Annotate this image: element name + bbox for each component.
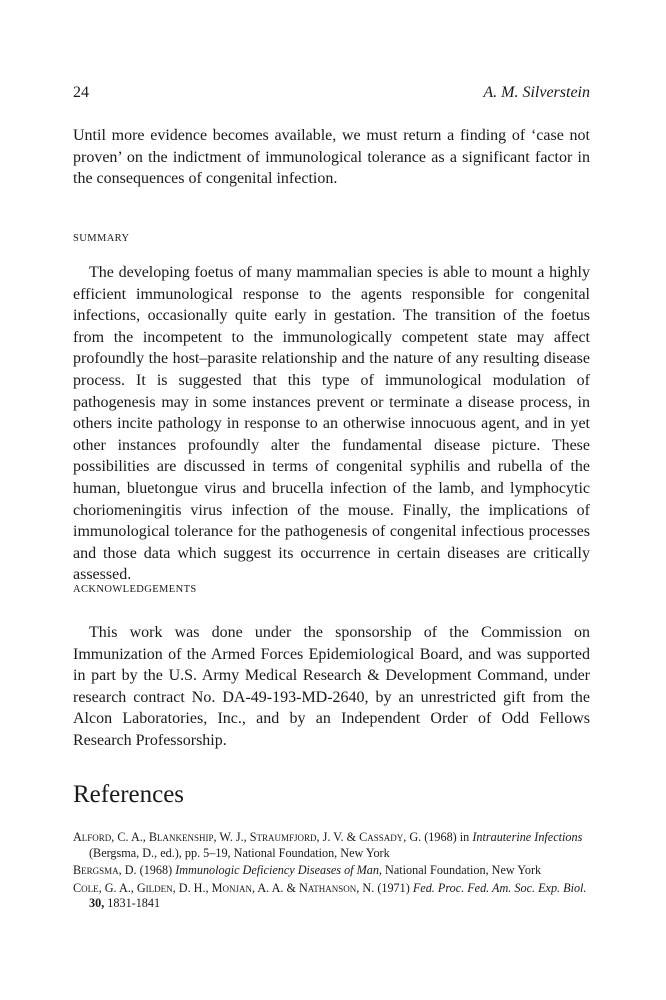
reference-details: National Foundation, New York — [385, 863, 542, 878]
summary-paragraph: The developing foetus of many mammalian species is able to mount a highly efficient immunological response to the agents responsible for congenital infections, occasionally quite early in gestation. The transition of the foetus from the incompetent to the immunologically competent state may affect profoundly the host–parasite relationship and the nature of any resulting disease process. It is suggested that this type of immunological modulation of pathogenesis may in some instances prevent or terminate a disease process, in others incite pathology in response to an otherwise innocuous agent, and in yet other instances profoundly alter the fundamental disease picture. These possibilities are discussed in terms of congenital syphilis and rubella of the human, bluetongue virus and brucella infection of the lamb, and lymphocytic choriomeningitis virus infection of the mouse. Finally, the implications of immunological tolerance for the pathogenesis of congenital infectious processes and those data which suggest its occurrence in certain diseases are critically assessed. — [73, 264, 590, 584]
reference-authors: Bergsma, D. — [73, 863, 137, 878]
acknowledgements-heading: ACKNOWLEDGEMENTS — [73, 584, 197, 595]
reference-journal: Fed. Proc. Fed. Am. Soc. Exp. Biol. — [412, 880, 587, 895]
reference-pages: 1831-1841 — [107, 896, 161, 911]
reference-details: (Bergsma, D., ed.), pp. 5–19, National Foundation, New York — [89, 845, 390, 860]
references-title: References — [73, 781, 185, 808]
reference-authors: Cole, G. A., Gilden, D. H., Monjan, A. A. & Nathanson, N. — [73, 880, 375, 895]
references-list — [73, 830, 595, 914]
reference-item — [73, 830, 595, 861]
reference-authors: Alford, C. A., Blankenship, W. J., Straumfjord, J. V. & Cassady, G. — [73, 830, 422, 844]
reference-item — [73, 863, 595, 879]
reference-year: (1968) — [139, 863, 173, 878]
intro-paragraph-block — [73, 125, 590, 190]
reference-volume: 30, — [89, 896, 105, 911]
intro-paragraph: Until more evidence becomes available, we must return a finding of ‘case not proven’ on the indictment of immunological tolerance as a significant factor in the consequences of congenital infection. — [73, 127, 590, 188]
page-header — [73, 84, 590, 106]
running-head: A. M. Silverstein — [483, 84, 590, 101]
reference-year: (1968) in — [424, 830, 470, 844]
reference-title: Intrauterine Infections — [472, 830, 583, 844]
acknowledgements-block — [73, 622, 590, 752]
reference-title: Immunologic Deficiency Diseases of Man, — [175, 863, 382, 878]
reference-year: (1971) — [377, 880, 410, 895]
acknowledgements-paragraph: This work was done under the sponsorship of the Commission on Immunization of the Armed Forces Epidemiological Board, and was supported in part by the U.S. Army Medical Research & Development Command, under research contract No. DA-49-193-MD-2640, by an unrestricted gift from the Alcon Laboratories, Inc., and by an Independent Order of Odd Fellows Research Professorship. — [73, 624, 590, 749]
page-number: 24 — [73, 84, 89, 101]
summary-block — [73, 262, 590, 586]
reference-item — [73, 881, 595, 912]
summary-heading: SUMMARY — [73, 233, 130, 244]
